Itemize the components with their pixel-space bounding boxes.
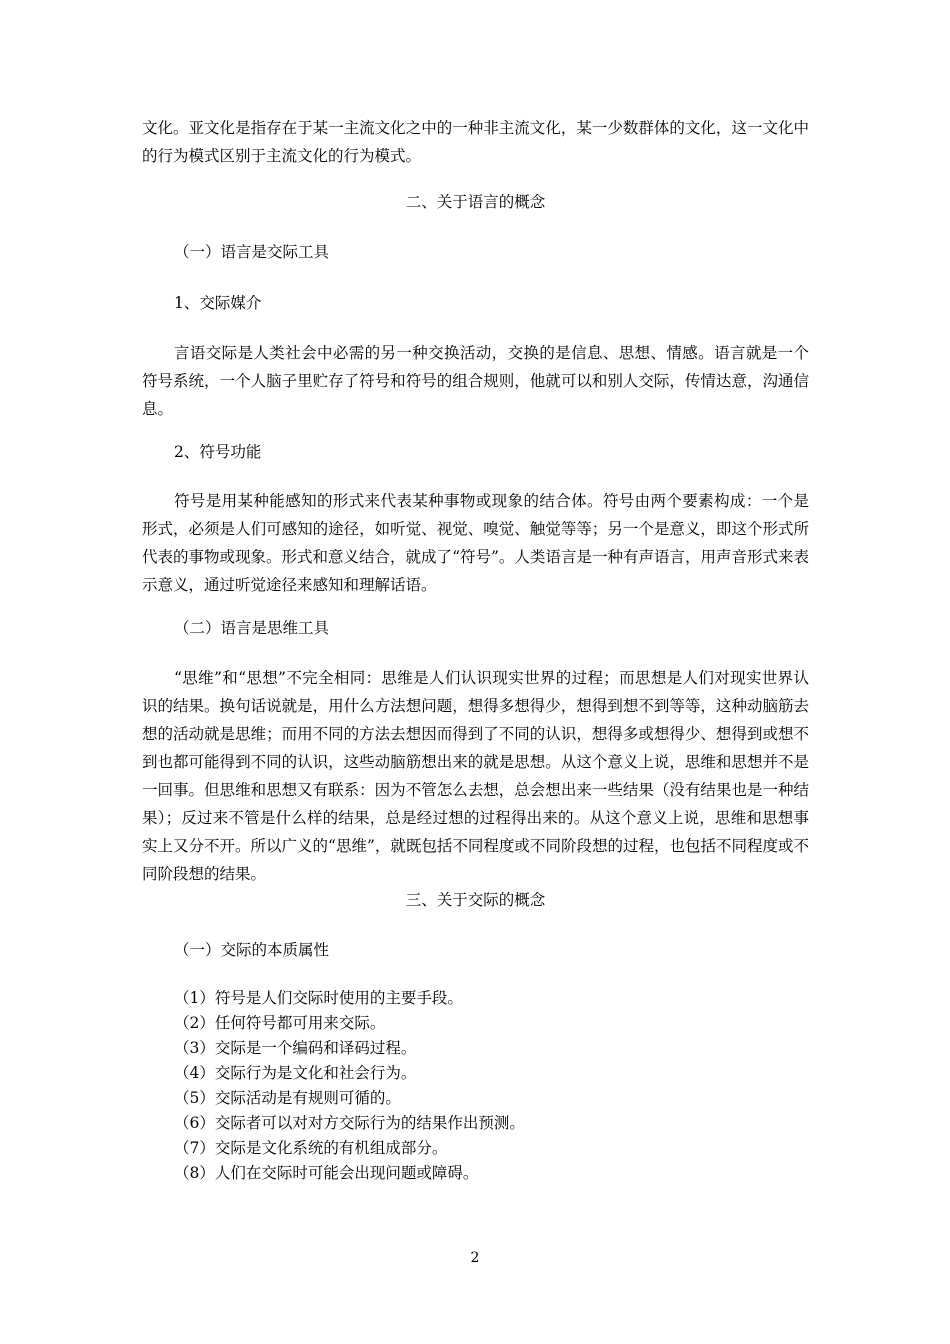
list-item: （5）交际活动是有规则可循的。 <box>174 1089 401 1107</box>
subsection-heading-thinking-tool: （二）语言是思维工具 <box>174 619 330 637</box>
list-item: （2）任何符号都可用来交际。 <box>174 1014 386 1032</box>
subsection-heading-communication-medium: 1、交际媒介 <box>174 294 262 312</box>
list-item: （6）交际者可以对对方交际行为的结果作出预测。 <box>174 1114 525 1132</box>
list-item: （3）交际是一个编码和译码过程。 <box>174 1039 417 1057</box>
subsection-heading-communication-tool: （一）语言是交际工具 <box>174 243 330 261</box>
paragraph-thinking-and-thought: “思维”和“思想”不完全相同：思维是人们认识现实世界的过程；而思想是人们对现实世界认识的结果。换句话说就是，用什么方法想问题，想得多想得少，想得到想不到等等，这种动脑筋去想的活动就是思维；而用不同的方法去想因而得到了不同的认识，想得多或想得少、想得到或想不到也都可能得到不同的认识，这些动脑筋想出来的就是思想。从这个意义上说，思维和思想并不是一回事。但思维和思想又有联系：因为不管怎么去想，总会想出来一些结果（没有结果也是一种结果）；反过来不管是什么样的结果，总是经过想的过程得出来的。从这个意义上说，思维和思想事实上又分不开。所以广义的“思维”，就既包括不同程度或不同阶段想的过程，也包括不同程度或不同阶段想的结果。 <box>142 669 809 883</box>
list-item: （1）符号是人们交际时使用的主要手段。 <box>174 989 463 1007</box>
list-item: （7）交际是文化系统的有机组成部分。 <box>174 1139 448 1157</box>
section-heading-communication: 三、关于交际的概念 <box>405 891 546 909</box>
section-heading-language: 二、关于语言的概念 <box>405 193 546 211</box>
list-item: （4）交际行为是文化和社会行为。 <box>174 1064 417 1082</box>
paragraph-communication-medium: 言语交际是人类社会中必需的另一种交换活动，交换的是信息、思想、情感。语言就是一个符号系统，一个人脑子里贮存了符号和符号的组合规则，他就可以和别人交际，传情达意，沟通信息。 <box>142 344 809 418</box>
list-item: （8）人们在交际时可能会出现问题或障碍。 <box>174 1164 479 1182</box>
subsection-heading-communication-nature: （一）交际的本质属性 <box>174 941 330 959</box>
paragraph-symbol-function: 符号是用某种能感知的形式来代表某种事物或现象的结合体。符号由两个要素构成：一个是形式，必须是人们可感知的途径，如听觉、视觉、嗅觉、触觉等等；另一个是意义，即这个形式所代表的事物或现象。形式和意义结合，就成了“符号”。人类语言是一种有声语言，用声音形式来表示意义，通过听觉途径来感知和理解话语。 <box>142 492 809 594</box>
communication-properties-list <box>174 986 525 1186</box>
page-number: 2 <box>470 1250 480 1266</box>
subsection-heading-symbol-function: 2、符号功能 <box>174 443 262 461</box>
paragraph-continuation: 文化。亚文化是指存在于某一主流文化之中的一种非主流文化，某一少数群体的文化，这一文化中的行为模式区别于主流文化的行为模式。 <box>142 119 809 165</box>
